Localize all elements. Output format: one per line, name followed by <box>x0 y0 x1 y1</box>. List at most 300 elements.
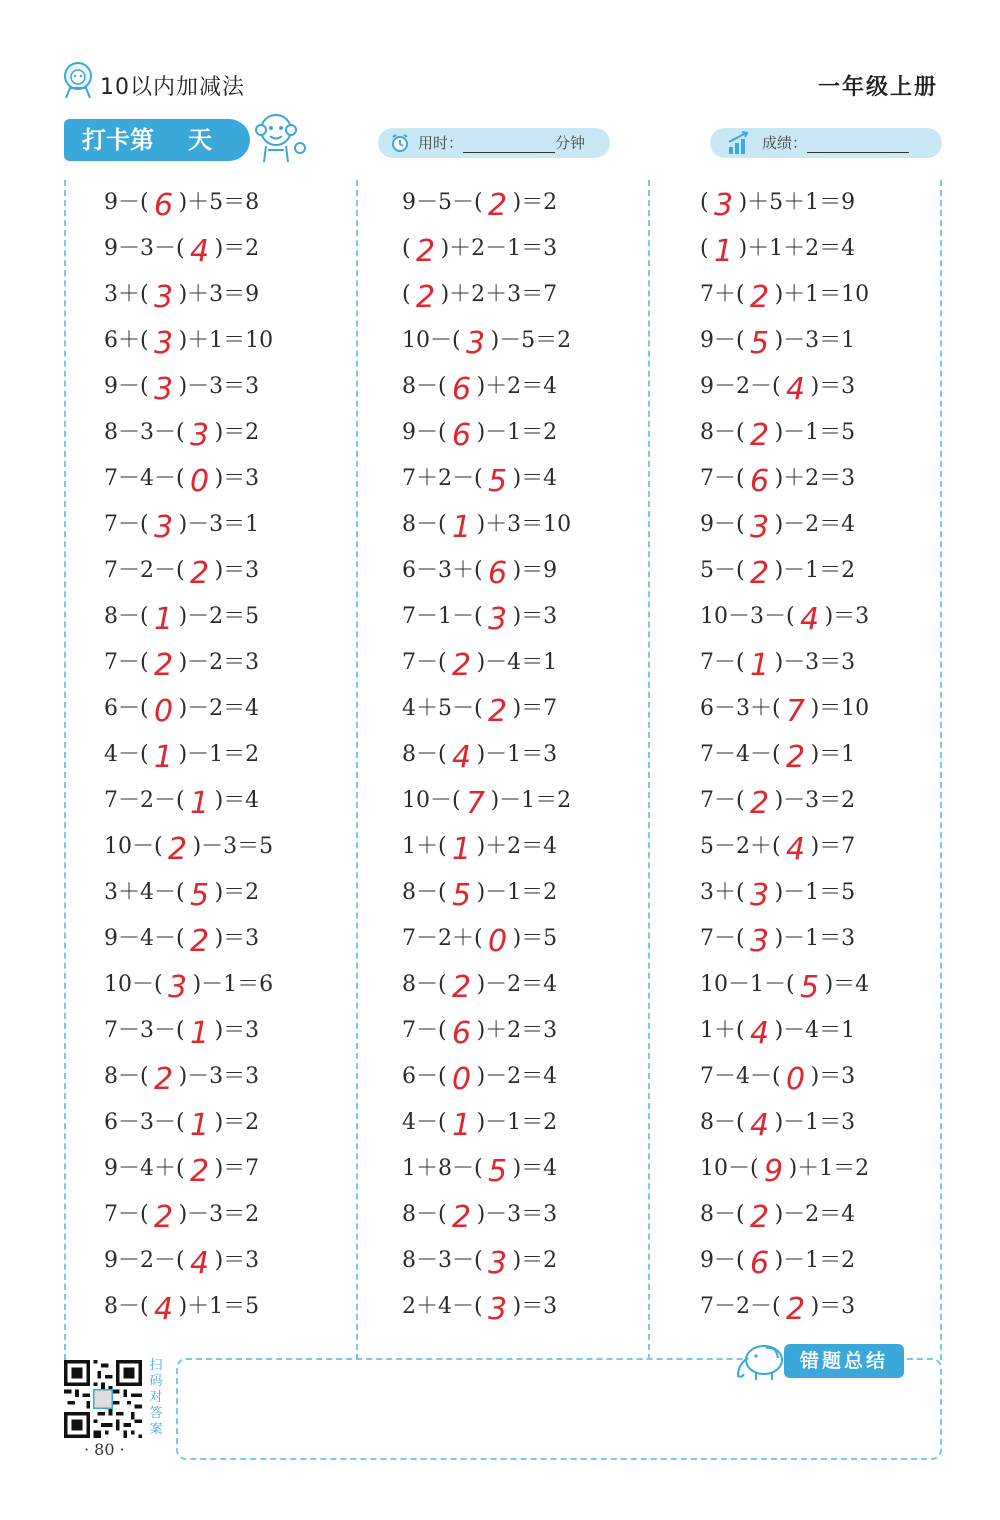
problem-prefix: 5－2＋( <box>700 834 781 859</box>
handwritten-answer[interactable]: 5 <box>488 464 508 499</box>
problem-prefix: ( <box>402 236 411 261</box>
problem-suffix: )－1＝2 <box>476 880 558 905</box>
problem-prefix: 9－( <box>104 190 149 215</box>
handwritten-answer[interactable]: 2 <box>750 786 770 821</box>
problem-prefix: 7－( <box>104 1202 149 1227</box>
problem-suffix: )＋5＝8 <box>178 190 260 215</box>
problem-suffix: )－2＝4 <box>774 1202 856 1227</box>
handwritten-answer[interactable]: 7 <box>466 786 486 821</box>
handwritten-answer[interactable]: 2 <box>154 1200 174 1235</box>
problem-prefix: 7－4－( <box>104 466 185 491</box>
problem-suffix: )＝5 <box>512 926 558 951</box>
problem-row <box>700 916 855 962</box>
problem-row <box>402 686 557 732</box>
problem-suffix: )＝4 <box>214 788 260 813</box>
problem-suffix: )－4＝1 <box>774 1018 856 1043</box>
problem-suffix: )＝2 <box>214 420 260 445</box>
problem-prefix: 10－( <box>402 328 461 353</box>
problem-row <box>402 548 557 594</box>
handwritten-answer[interactable]: 2 <box>750 280 770 315</box>
problem-prefix: 7－3－( <box>104 1018 185 1043</box>
handwritten-answer[interactable]: 1 <box>190 1016 210 1051</box>
problem-row <box>700 226 855 272</box>
problem-row <box>700 1238 855 1284</box>
handwritten-answer[interactable]: 1 <box>452 510 472 545</box>
problem-prefix: ( <box>402 282 411 307</box>
problem-suffix: )－1＝5 <box>774 880 856 905</box>
handwritten-answer[interactable]: 3 <box>488 1246 508 1281</box>
handwritten-answer[interactable]: 5 <box>452 878 472 913</box>
problem-row <box>104 180 259 226</box>
problem-row <box>700 962 869 1008</box>
problem-row <box>104 1284 259 1330</box>
handwritten-answer[interactable]: 6 <box>154 188 174 223</box>
problem-prefix: 10－( <box>700 1156 759 1181</box>
handwritten-answer[interactable]: 4 <box>800 602 820 637</box>
handwritten-answer[interactable]: 5 <box>488 1154 508 1189</box>
problem-prefix: 6－3＋( <box>700 696 781 721</box>
problem-row <box>402 1192 557 1238</box>
problem-prefix: 7－( <box>700 788 745 813</box>
book-title: 10以内加减法 <box>100 75 245 100</box>
alarm-clock-icon <box>390 133 410 153</box>
problem-suffix: )＝7 <box>512 696 558 721</box>
problem-suffix: )－1＝2 <box>490 788 572 813</box>
handwritten-answer[interactable]: 3 <box>466 326 486 361</box>
handwritten-answer[interactable]: 3 <box>154 510 174 545</box>
problem-row <box>402 962 557 1008</box>
handwritten-answer[interactable]: 1 <box>714 234 734 269</box>
problem-row <box>700 824 855 870</box>
problem-suffix: )＝2 <box>512 1248 558 1273</box>
problem-prefix: 7＋2－( <box>402 466 483 491</box>
problem-suffix: )－1＝2 <box>476 420 558 445</box>
problem-prefix: 9－2－( <box>700 374 781 399</box>
problem-suffix: )－3＝1 <box>774 328 856 353</box>
problem-prefix: 7－1－( <box>402 604 483 629</box>
problem-prefix: 7－2－( <box>104 558 185 583</box>
handwritten-answer[interactable]: 3 <box>488 602 508 637</box>
checkin-prefix: 打卡第 <box>82 126 154 154</box>
problem-suffix: )－3＝2 <box>178 1202 260 1227</box>
problem-suffix: )＝3 <box>512 1294 558 1319</box>
problem-row <box>402 1054 557 1100</box>
problem-suffix: )＋2＝4 <box>476 834 558 859</box>
handwritten-answer[interactable]: 0 <box>154 694 174 729</box>
handwritten-answer[interactable]: 6 <box>750 1246 770 1281</box>
problem-suffix: )－5＝2 <box>490 328 572 353</box>
problem-prefix: 8－( <box>402 1202 447 1227</box>
problem-prefix: 9－4＋( <box>104 1156 185 1181</box>
handwritten-answer[interactable]: 1 <box>452 832 472 867</box>
problem-suffix: )＝10 <box>810 696 870 721</box>
problem-suffix: )－2＝4 <box>476 1064 558 1089</box>
problem-row <box>104 1008 259 1054</box>
handwritten-answer[interactable]: 6 <box>452 418 472 453</box>
mistake-summary-title: 错题总结 <box>784 1344 904 1378</box>
lion-logo-icon <box>60 60 96 100</box>
problem-row <box>402 272 557 318</box>
column-divider <box>940 180 942 1360</box>
problem-suffix: )＝3 <box>214 1248 260 1273</box>
problem-prefix: 6－3＋( <box>402 558 483 583</box>
problem-suffix: )－3＝2 <box>774 788 856 813</box>
problem-row <box>104 732 259 778</box>
handwritten-answer[interactable]: 4 <box>786 832 806 867</box>
handwritten-answer[interactable]: 2 <box>750 556 770 591</box>
problem-prefix: 8－( <box>700 1202 745 1227</box>
problem-prefix: 1＋( <box>402 834 447 859</box>
handwritten-answer[interactable]: 3 <box>154 372 174 407</box>
problem-row <box>402 870 557 916</box>
problem-prefix: 8－( <box>402 512 447 537</box>
problem-row <box>104 410 259 456</box>
problem-row <box>700 1100 855 1146</box>
elephant-mascot-icon <box>732 1338 788 1382</box>
handwritten-answer[interactable]: 6 <box>452 1016 472 1051</box>
problem-prefix: 8－( <box>104 1064 149 1089</box>
problem-suffix: )－2＝4 <box>178 696 260 721</box>
problem-row <box>104 594 259 640</box>
problem-suffix: )＝4 <box>512 1156 558 1181</box>
problem-row <box>402 180 557 226</box>
problem-row <box>700 1192 855 1238</box>
problem-suffix: )＝2 <box>214 236 260 261</box>
handwritten-answer[interactable]: 3 <box>750 878 770 913</box>
problem-prefix: 9－2－( <box>104 1248 185 1273</box>
handwritten-answer[interactable]: 4 <box>786 372 806 407</box>
handwritten-answer[interactable]: 6 <box>750 464 770 499</box>
handwritten-answer[interactable]: 1 <box>190 1108 210 1143</box>
problem-suffix: )＝3 <box>214 466 260 491</box>
handwritten-answer[interactable]: 3 <box>154 326 174 361</box>
problem-suffix: )－1＝3 <box>774 1110 856 1135</box>
problem-row <box>104 824 273 870</box>
problem-prefix: 9－( <box>700 1248 745 1273</box>
problem-suffix: )＋2＋3＝7 <box>440 282 558 307</box>
handwritten-answer[interactable]: 6 <box>488 556 508 591</box>
problem-row <box>402 732 557 778</box>
problem-prefix: 7－4－( <box>700 1064 781 1089</box>
handwritten-answer[interactable]: 0 <box>488 924 508 959</box>
problem-prefix: 8－( <box>700 1110 745 1135</box>
problem-row <box>402 594 557 640</box>
problem-suffix: )＝3 <box>214 1018 260 1043</box>
problem-prefix: 7－2＋( <box>402 926 483 951</box>
problem-suffix: )－3＝3 <box>178 1064 260 1089</box>
handwritten-answer[interactable]: 4 <box>190 1246 210 1281</box>
handwritten-answer[interactable]: 4 <box>750 1016 770 1051</box>
handwritten-answer[interactable]: 2 <box>416 280 436 315</box>
problem-prefix: 1＋( <box>700 1018 745 1043</box>
handwritten-answer[interactable]: 3 <box>750 510 770 545</box>
time-unit: 分钟 <box>555 134 586 152</box>
handwritten-answer[interactable]: 1 <box>190 786 210 821</box>
problem-suffix: )＋3＝9 <box>178 282 260 307</box>
problem-suffix: )＋1＋2＝4 <box>738 236 856 261</box>
handwritten-answer[interactable]: 3 <box>190 418 210 453</box>
problem-row <box>104 318 273 364</box>
problem-prefix: 3＋( <box>700 880 745 905</box>
problem-prefix: 8－( <box>402 880 447 905</box>
problem-row <box>402 824 557 870</box>
handwritten-answer[interactable]: 2 <box>452 1200 472 1235</box>
problem-suffix: )－1＝6 <box>192 972 274 997</box>
problem-suffix: )＋2－1＝3 <box>440 236 558 261</box>
problem-row <box>700 778 855 824</box>
problem-suffix: )＋1＝10 <box>178 328 274 353</box>
problem-prefix: 9－( <box>104 374 149 399</box>
handwritten-answer[interactable]: 3 <box>714 188 734 223</box>
handwritten-answer[interactable]: 2 <box>750 418 770 453</box>
problem-suffix: )－1＝5 <box>774 420 856 445</box>
handwritten-answer[interactable]: 4 <box>190 234 210 269</box>
problem-row <box>402 1008 557 1054</box>
handwritten-answer[interactable]: 3 <box>750 924 770 959</box>
problem-suffix: )－3＝3 <box>476 1202 558 1227</box>
handwritten-answer[interactable]: 2 <box>452 970 472 1005</box>
problem-row <box>700 272 869 318</box>
problem-suffix: )＝3 <box>214 558 260 583</box>
problem-suffix: )－3＝1 <box>178 512 260 537</box>
problem-prefix: 9－3－( <box>104 236 185 261</box>
problem-row <box>700 732 855 778</box>
page-number: · 80 · <box>84 1440 125 1459</box>
handwritten-answer[interactable]: 2 <box>190 1154 210 1189</box>
problem-prefix: 4－( <box>104 742 149 767</box>
handwritten-answer[interactable]: 2 <box>154 648 174 683</box>
problem-suffix: )－4＝1 <box>476 650 558 675</box>
problem-suffix: )－1＝2 <box>774 558 856 583</box>
problem-prefix: 9－5－( <box>402 190 483 215</box>
handwritten-answer[interactable]: 4 <box>750 1108 770 1143</box>
problem-suffix: )＝9 <box>512 558 558 583</box>
handwritten-answer[interactable]: 3 <box>154 280 174 315</box>
problem-suffix: )＋2＝3 <box>774 466 856 491</box>
problem-prefix: 7－( <box>104 650 149 675</box>
handwritten-answer[interactable]: 2 <box>168 832 188 867</box>
problem-prefix: ( <box>700 236 709 261</box>
problem-prefix: 8－( <box>104 604 149 629</box>
problem-suffix: )＋2＝3 <box>476 1018 558 1043</box>
grade-label: 一年级上册 <box>817 75 938 100</box>
problem-suffix: )－3＝3 <box>178 374 260 399</box>
scan-qr-label: 扫码对答案 <box>149 1358 163 1437</box>
problem-row <box>104 1192 259 1238</box>
problem-suffix: )＋1＝5 <box>178 1294 260 1319</box>
problem-row <box>700 1008 855 1054</box>
handwritten-answer[interactable]: 2 <box>416 234 436 269</box>
problem-suffix: )＋1＝2 <box>788 1156 870 1181</box>
problem-row <box>104 962 273 1008</box>
problem-suffix: )＝3 <box>810 1064 856 1089</box>
problem-row <box>104 870 259 916</box>
handwritten-answer[interactable]: 4 <box>154 1292 174 1327</box>
problem-prefix: 7＋( <box>700 282 745 307</box>
checkin-day-tab <box>64 119 250 161</box>
problem-prefix: 1＋8－( <box>402 1156 483 1181</box>
problem-suffix: )－1＝2 <box>774 1248 856 1273</box>
handwritten-answer[interactable]: 5 <box>190 878 210 913</box>
problem-row <box>402 916 557 962</box>
problem-prefix: 9－( <box>402 420 447 445</box>
problem-prefix: 10－1－( <box>700 972 795 997</box>
problem-suffix: )＋5＋1＝9 <box>738 190 856 215</box>
problem-suffix: )－3＝5 <box>192 834 274 859</box>
problem-suffix: )－1＝3 <box>476 742 558 767</box>
handwritten-answer[interactable]: 1 <box>452 1108 472 1143</box>
handwritten-answer[interactable]: 2 <box>190 556 210 591</box>
problem-prefix: 8－( <box>104 1294 149 1319</box>
column-divider <box>648 180 650 1360</box>
problem-row <box>700 1054 855 1100</box>
problem-row <box>402 410 557 456</box>
problem-suffix: )＋3＝10 <box>476 512 572 537</box>
problem-prefix: 8－( <box>700 420 745 445</box>
problem-prefix: 7－( <box>700 466 745 491</box>
handwritten-answer[interactable]: 0 <box>452 1062 472 1097</box>
problem-row <box>700 410 855 456</box>
column-divider <box>64 180 66 1360</box>
problem-prefix: 7－4－( <box>700 742 781 767</box>
problem-suffix: )－1＝3 <box>774 926 856 951</box>
time-blank[interactable] <box>463 134 555 153</box>
handwritten-answer[interactable]: 5 <box>800 970 820 1005</box>
qr-code[interactable] <box>64 1360 142 1438</box>
handwritten-answer[interactable]: 0 <box>190 464 210 499</box>
problem-row <box>700 364 855 410</box>
problem-suffix: )＝3 <box>512 604 558 629</box>
time-field <box>378 128 610 158</box>
problem-row <box>104 1100 259 1146</box>
handwritten-answer[interactable]: 6 <box>452 372 472 407</box>
problem-row <box>700 456 855 502</box>
handwritten-answer[interactable]: 2 <box>488 694 508 729</box>
problem-prefix: 7－( <box>700 926 745 951</box>
problem-prefix: 10－( <box>104 972 163 997</box>
handwritten-answer[interactable]: 1 <box>154 740 174 775</box>
problem-row <box>700 640 855 686</box>
handwritten-answer[interactable]: 3 <box>168 970 188 1005</box>
problem-suffix: )＝2 <box>512 190 558 215</box>
problem-prefix: 10－3－( <box>700 604 795 629</box>
problem-row <box>700 686 869 732</box>
problem-suffix: )－1＝2 <box>476 1110 558 1135</box>
problem-prefix: 10－( <box>402 788 461 813</box>
problem-prefix: 6－( <box>104 696 149 721</box>
problem-prefix: 4－( <box>402 1110 447 1135</box>
problem-row <box>104 1054 259 1100</box>
column-divider <box>356 180 358 1360</box>
problem-prefix: 6－3－( <box>104 1110 185 1135</box>
problem-prefix: 9－( <box>700 512 745 537</box>
problem-row <box>700 318 855 364</box>
problem-suffix: )＝7 <box>810 834 856 859</box>
problem-row <box>402 1146 557 1192</box>
handwritten-answer[interactable]: 3 <box>488 1292 508 1327</box>
problem-suffix: )＋2＝4 <box>476 374 558 399</box>
problem-row <box>104 548 259 594</box>
handwritten-answer[interactable]: 2 <box>488 188 508 223</box>
problem-prefix: 7－( <box>104 512 149 537</box>
problem-suffix: )＝4 <box>824 972 870 997</box>
problem-suffix: )－1＝2 <box>178 742 260 767</box>
problem-row <box>402 1284 557 1330</box>
problem-prefix: 3＋4－( <box>104 880 185 905</box>
problem-row <box>700 502 855 548</box>
problem-prefix: 7－( <box>700 650 745 675</box>
checkin-suffix: 天 <box>188 126 212 154</box>
problem-prefix: 9－4－( <box>104 926 185 951</box>
problem-row <box>700 870 855 916</box>
score-blank[interactable] <box>807 134 909 153</box>
handwritten-answer[interactable]: 2 <box>786 740 806 775</box>
problem-row <box>402 226 557 272</box>
handwritten-answer[interactable]: 9 <box>764 1154 784 1189</box>
problem-row <box>104 456 259 502</box>
problem-prefix: 7－( <box>402 650 447 675</box>
problem-suffix: )－3＝3 <box>774 650 856 675</box>
handwritten-answer[interactable]: 2 <box>154 1062 174 1097</box>
problem-prefix: 5－( <box>700 558 745 583</box>
problem-suffix: )＝2 <box>214 1110 260 1135</box>
problem-suffix: )＝3 <box>810 374 856 399</box>
monkey-mascot-icon <box>252 110 310 166</box>
problem-suffix: )－2＝5 <box>178 604 260 629</box>
problem-row <box>104 272 259 318</box>
problem-suffix: )－2＝4 <box>774 512 856 537</box>
problem-row <box>104 364 259 410</box>
problem-prefix: 3＋( <box>104 282 149 307</box>
problem-suffix: )＋1＝10 <box>774 282 870 307</box>
handwritten-answer[interactable]: 2 <box>190 924 210 959</box>
problem-row <box>104 502 259 548</box>
problem-row <box>402 502 571 548</box>
problem-suffix: )－2＝3 <box>178 650 260 675</box>
bar-chart-icon <box>726 130 752 156</box>
problem-row <box>402 778 571 824</box>
problem-suffix: )＝7 <box>214 1156 260 1181</box>
problem-prefix: 10－( <box>104 834 163 859</box>
problem-suffix: )－2＝4 <box>476 972 558 997</box>
problem-row <box>104 1146 259 1192</box>
handwritten-answer[interactable]: 2 <box>786 1292 806 1327</box>
problem-row <box>104 640 259 686</box>
problem-row <box>402 456 557 502</box>
problem-row <box>402 364 557 410</box>
problem-row <box>700 1146 869 1192</box>
handwritten-answer[interactable]: 1 <box>750 648 770 683</box>
handwritten-answer[interactable]: 2 <box>750 1200 770 1235</box>
problem-prefix: 8－( <box>402 742 447 767</box>
problem-row <box>700 180 855 226</box>
time-label: 用时： <box>418 134 464 152</box>
handwritten-answer[interactable]: 7 <box>786 694 806 729</box>
problem-prefix: 6－( <box>402 1064 447 1089</box>
handwritten-answer[interactable]: 0 <box>786 1062 806 1097</box>
problem-prefix: 7－2－( <box>104 788 185 813</box>
problem-prefix: 6＋( <box>104 328 149 353</box>
problem-row <box>104 778 259 824</box>
problem-suffix: )＝3 <box>810 1294 856 1319</box>
problem-prefix: 2＋4－( <box>402 1294 483 1319</box>
handwritten-answer[interactable]: 1 <box>154 602 174 637</box>
handwritten-answer[interactable]: 2 <box>452 648 472 683</box>
problem-row <box>104 686 259 732</box>
handwritten-answer[interactable]: 4 <box>452 740 472 775</box>
handwritten-answer[interactable]: 5 <box>750 326 770 361</box>
problem-row <box>700 548 855 594</box>
